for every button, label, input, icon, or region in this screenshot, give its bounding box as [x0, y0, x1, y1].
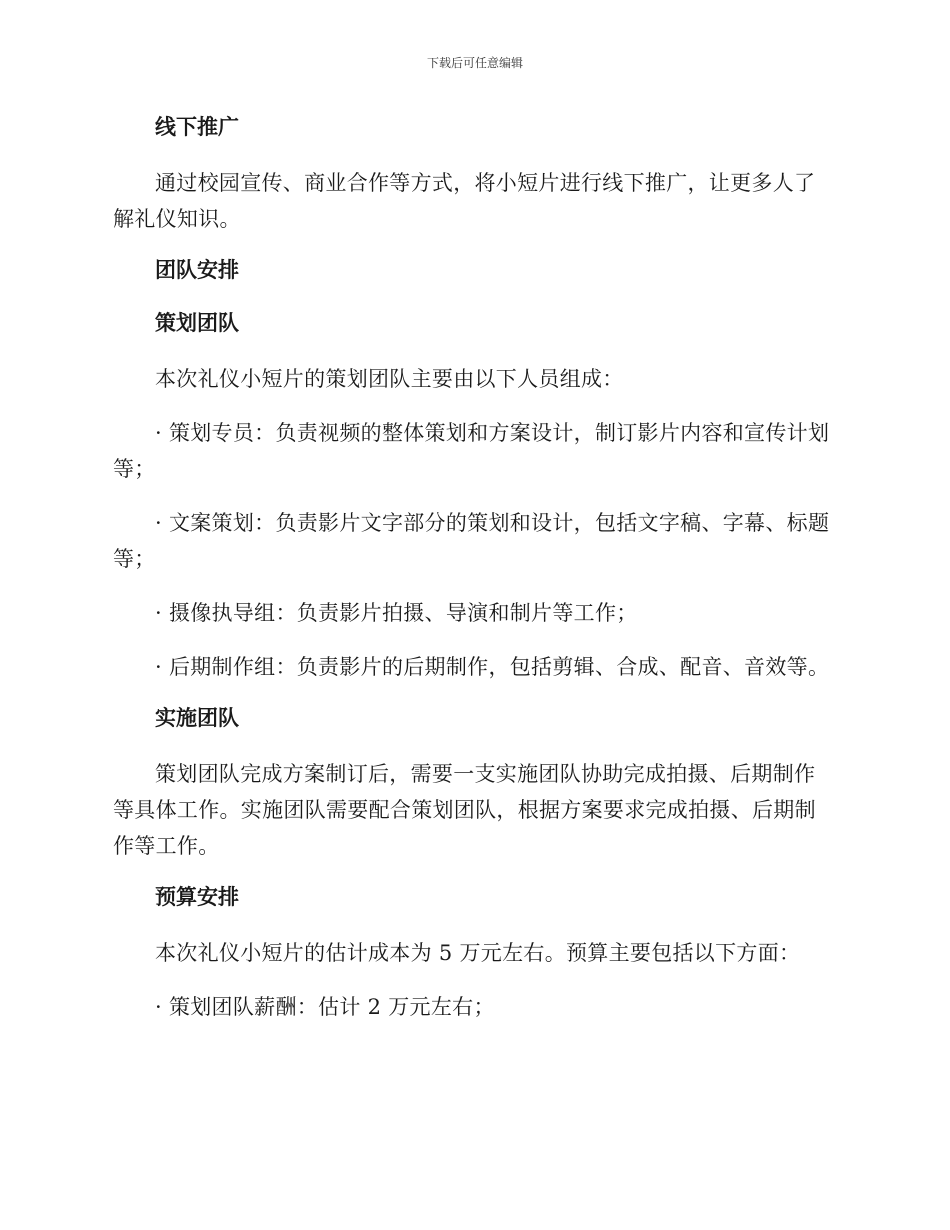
- heading-budget: 预算安排: [155, 885, 239, 909]
- list-item: · 策划团队薪酬：估计 2 万元左右；: [155, 995, 495, 1019]
- heading-team: 团队安排: [155, 258, 239, 282]
- heading-planning-team: 策划团队: [155, 311, 239, 335]
- paragraph-implementation: 策划团队完成方案制订后，需要一支实施团队协助完成拍摄、后期制作等具体工作。实施团队需要配合策划团队，根据方案要求完成拍摄、后期制作等工作。: [113, 762, 816, 858]
- paragraph-budget-intro: 本次礼仪小短片的估计成本为 5 万元左右。预算主要包括以下方面：: [155, 941, 801, 965]
- header-note: 下载后可任意编辑: [426, 56, 523, 70]
- heading-offline-promo: 线下推广: [155, 115, 239, 139]
- heading-implementation-team: 实施团队: [155, 706, 239, 730]
- paragraph-planning-intro: 本次礼仪小短片的策划团队主要由以下人员组成：: [155, 367, 624, 391]
- paragraph-offline-promo: 通过校园宣传、商业合作等方式，将小短片进行线下推广，让更多人了解礼仪知识。: [113, 171, 816, 231]
- list-item: · 文案策划：负责影片文字部分的策划和设计，包括文字稿、字幕、标题等；: [113, 511, 830, 571]
- list-item: · 摄像执导组：负责影片拍摄、导演和制片等工作；: [155, 601, 638, 625]
- document-body: [113, 112, 833, 1043]
- list-item: · 后期制作组：负责影片的后期制作，包括剪辑、合成、配音、音效等。: [155, 655, 830, 679]
- list-item: · 策划专员：负责视频的整体策划和方案设计，制订影片内容和宣传计划等；: [113, 421, 830, 481]
